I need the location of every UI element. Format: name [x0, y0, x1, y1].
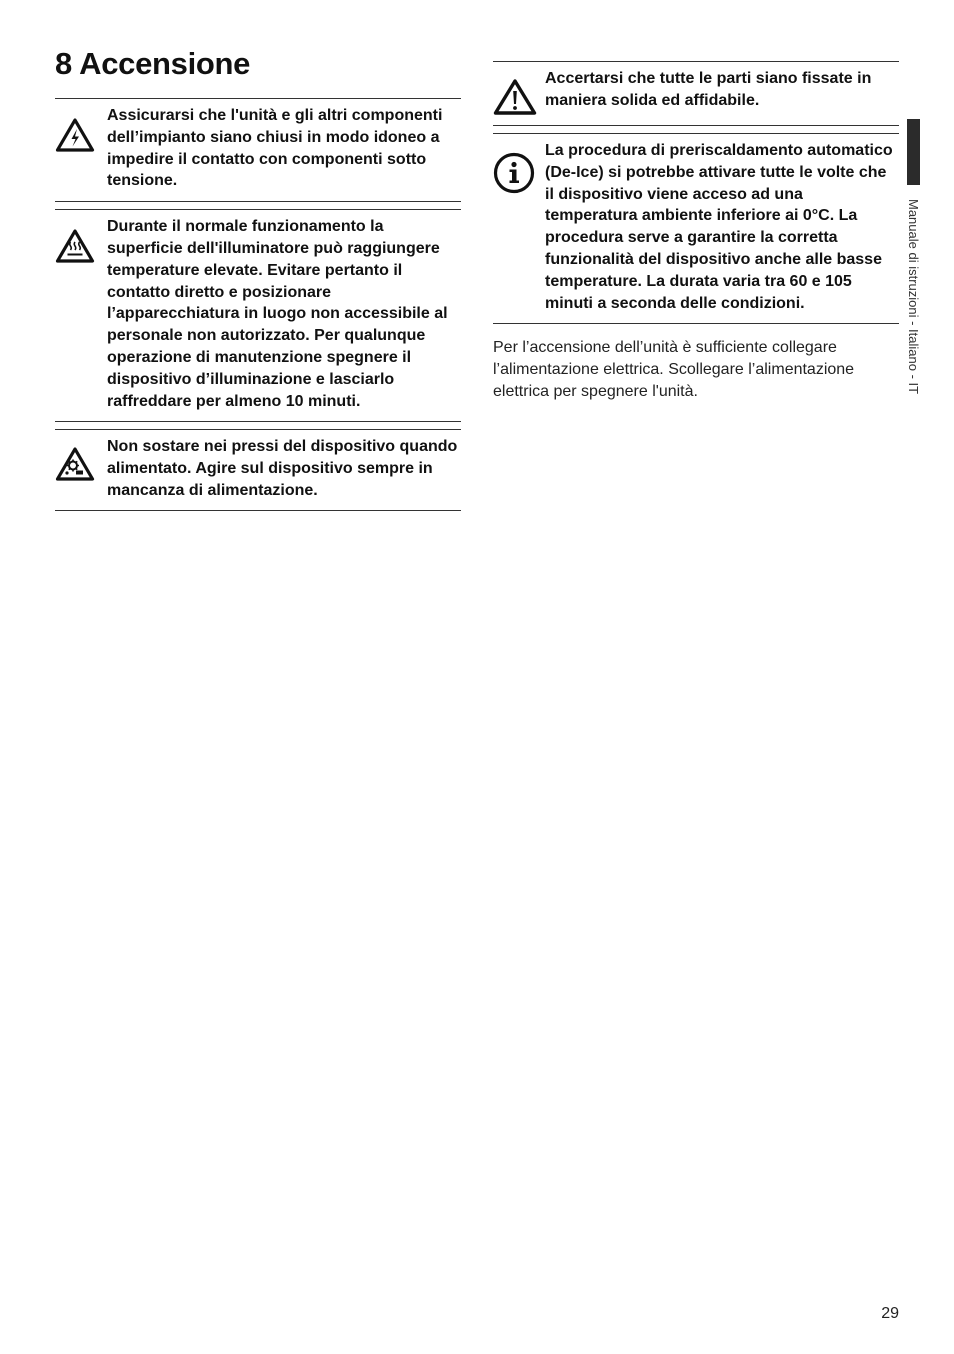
left-column	[55, 98, 461, 511]
moving-parts-notice	[55, 429, 461, 510]
section-tab-marker	[907, 119, 920, 185]
body-paragraph: Per l’accensione dell’unità è sufficiente collegare l’alimentazione elettrica. Scollegare l’alimentazione elettrica per spegnere l'unità.	[493, 339, 855, 401]
warning-icon	[493, 68, 545, 116]
hot-surface-notice	[55, 209, 461, 422]
page-title: 8 Accensione	[55, 46, 251, 81]
hot-surface-icon	[55, 216, 107, 264]
general-warning-notice	[493, 61, 899, 126]
electric-hazard-icon	[55, 105, 107, 153]
electric-hazard-notice	[55, 98, 461, 202]
notice-text: Non sostare nei pressi del dispositivo quando alimentato. Agire sul dispositivo sempre in mancanza di alimentazione.	[107, 438, 458, 499]
side-label	[906, 199, 922, 429]
notice-text: Durante il normale funzionamento la superficie dell'illuminatore può raggiungere temperature elevate. Evitare pertanto il contatto diretto e posizionare l’apparecchiatura in luogo non accessibile al personale non autorizzato. Per qualunque operazione di manutenzione spegnere il dispositivo d’illuminazione e lasciarlo raffreddare per almeno 10 minuti.	[107, 218, 448, 410]
info-icon	[493, 140, 545, 194]
right-column	[493, 61, 899, 419]
notice-text: La procedura di preriscaldamento automatico (De-Ice) si potrebbe attivare tutte le volte che il dispositivo viene acceso ad una temperatura ambiente inferiore ai 0°C. La procedura serve a garantire la corretta funzionalità del dispositivo anche alle basse temperature. La durata varia tra 60 e 105 minuti a seconda delle condizioni.	[545, 142, 893, 312]
info-notice	[493, 133, 899, 324]
side-label-text: Manuale di istruzioni - Italiano - IT	[906, 199, 921, 395]
notice-text: Assicurarsi che l'unità e gli altri componenti dell’impianto siano chiusi in modo idoneo a impedire il contatto con componenti sotto tensione.	[107, 107, 443, 190]
page-number: 29	[881, 1305, 899, 1322]
moving-parts-hazard-icon	[55, 436, 107, 482]
notice-text: Accertarsi che tutte le parti siano fissate in maniera solida ed affidabile.	[545, 70, 872, 109]
